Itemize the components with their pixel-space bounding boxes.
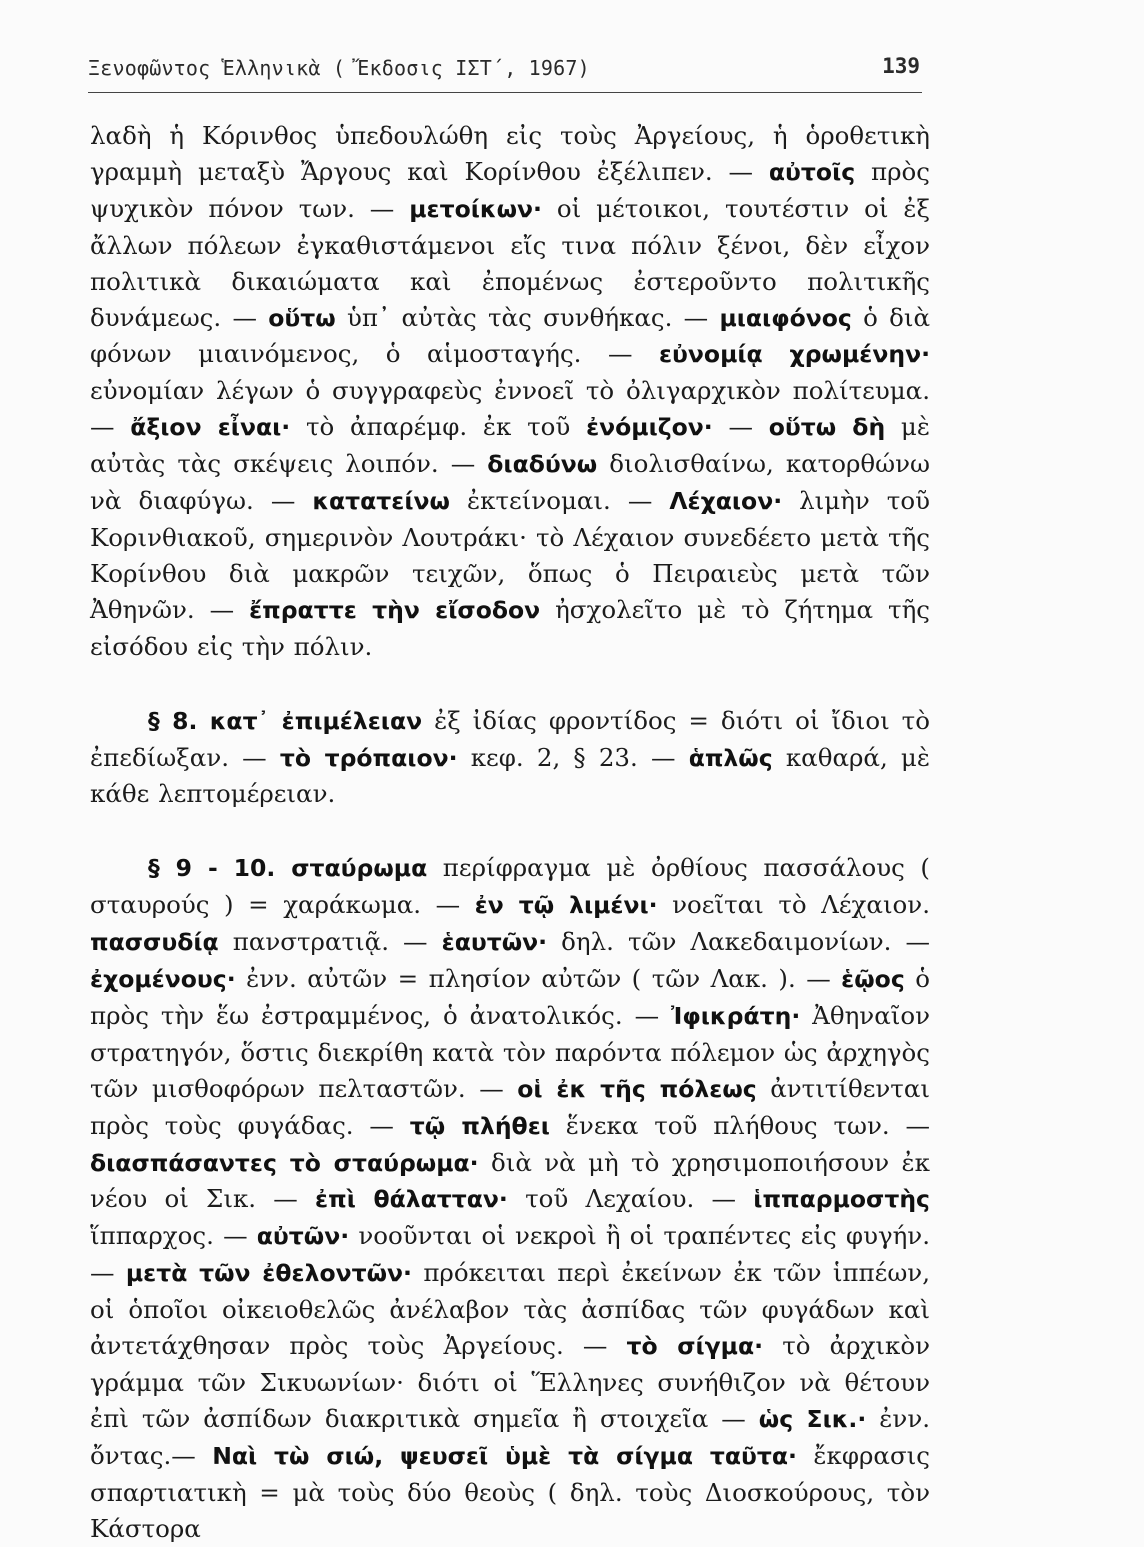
commentary-text: δηλ. τῶν Λακεδαιμονίων. — (547, 927, 930, 957)
lemma: μετοίκων· (409, 194, 542, 223)
commentary-text: ἠσχολεῖτο μὲ τὸ ζήτημα τῆς εἰσόδου εἰς τὴν πόλιν. (90, 594, 930, 661)
commentary-text: οἱ μέτοικοι, τουτέστιν οἱ ἐξ ἄλλων πόλεων ἐγκαθιστάμενοι εἴς τινα πόλιν ξένοι, δὲν εἶχον πολιτικὰ δικαιώματα καὶ ἐπομένως ἐστεροῦντο πολιτικῆς δυνάμεως. — (90, 193, 930, 332)
commentary-text: ὁ πρὸς τὴν ἕω ἐστραμμένος, ὁ ἀνατολικός. — (90, 964, 930, 1030)
commentary-text: ἕνεκα τοῦ πλήθους των. — (549, 1110, 930, 1140)
lemma: § 9 - 10. σταύρωμα (148, 854, 428, 883)
lemma: κατατείνω (312, 487, 450, 516)
commentary-text: καθαρά, μὲ κάθε λεπτομέρειαν. (90, 742, 930, 809)
lemma: Ἰφικράτη· (671, 1001, 801, 1030)
lemma: πασσυδίᾳ (90, 928, 219, 957)
lemma: οὕτω δὴ (768, 413, 886, 442)
lemma: ἑαυτῶν· (441, 928, 548, 957)
commentary-text: λαδὴ ἡ Κόρινθος ὑπεδουλώθη εἰς τοὺς Ἀργείους, ἡ ὁροθετικὴ γραμμὴ μεταξὺ Ἄργους καὶ Κορίνθου ἐξέλιπεν. — (90, 121, 930, 186)
commentary-text: πανστρατιᾷ. — (218, 927, 442, 957)
commentary-text: διὰ νὰ μὴ τὸ χρησιμοποιήσουν ἐκ νέου οἱ Σικ. — (90, 1147, 930, 1214)
running-header (88, 50, 922, 93)
lemma: οἱ ἐκ τῆς πόλεως (517, 1074, 757, 1103)
paragraph-commentary-continued (90, 118, 930, 665)
commentary-body (90, 118, 930, 1547)
page-number: 139 (882, 54, 920, 78)
lemma: § 8. κατ᾿ ἐπιμέλειαν (148, 706, 423, 735)
lemma: διαδύνω (487, 450, 598, 479)
lemma: ἄξιον εἶναι· (130, 413, 291, 442)
commentary-text: διολισθαίνω, κατορθώνω νὰ διαφύγω. — (90, 449, 930, 516)
lemma: ἑῷος (841, 965, 905, 994)
lemma: ἐχομένους· (90, 965, 236, 994)
commentary-text: ὑπ᾿ αὐτὰς τὰς συνθήκας. — (335, 302, 720, 332)
header-title: Ξενοφῶντος Ἑλληνικὰ ( Ἔκδοσις ΙΣΤ΄, 1967) (88, 56, 590, 80)
lemma: ἱππαρμοστὴς (753, 1185, 930, 1214)
lemma: Λέχαιον· (669, 487, 783, 516)
paragraph-section-8 (90, 703, 930, 813)
commentary-text: πρόκειται περὶ ἐκείνων ἐκ τῶν ἱππέων, οἱ ὁποῖοι οἰκειοθελῶς ἀνέλαβον τὰς ἀσπίδας τῶν φυγάδων καὶ ἀντετάχθησαν πρὸς τοὺς Ἀργείους. — (90, 1258, 930, 1361)
lemma: οὕτω (268, 303, 336, 332)
lemma: εὐνομίᾳ χρωμένην· (658, 340, 931, 369)
commentary-text: ὁ διὰ φόνων μιαινόμενος, ὁ αἱμοσταγής. — (90, 302, 931, 369)
commentary-text: ἔκφρασις σπαρτιατικὴ = μὰ τοὺς δύο θεοὺς ( δηλ. τοὺς Διοσκούρους, τὸν Κάστορα (90, 1440, 930, 1543)
commentary-text: ἐνν. αὐτῶν = πλησίον αὐτῶν ( τῶν Λακ. ). — (235, 964, 842, 994)
lemma: μιαιφόνος (719, 303, 852, 332)
commentary-text: εὐνομίαν λέγων ὁ συγγραφεὺς ἐννοεῖ τὸ ὀλιγαρχικὸν πολίτευμα. — (90, 376, 930, 442)
commentary-text: — (712, 412, 769, 442)
lemma: αὐτοῖς (768, 157, 856, 186)
lemma: τὸ τρόπαιον· (279, 743, 458, 772)
lemma: ἐπὶ θάλατταν· (315, 1185, 508, 1214)
lemma: Ναὶ τὼ σιώ, ψευσεῖ ὑμὲ τὰ σίγμα ταῦτα· (212, 1441, 797, 1470)
lemma: μετὰ τῶν ἐθελοντῶν· (125, 1259, 412, 1288)
commentary-text: Ἀθηναῖον στρατηγόν, ὅστις διεκρίθη κατὰ τὸν παρόντα πόλεμον ὡς ἀρχηγὸς τῶν μισθοφόρων πελταστῶν. — (90, 1000, 930, 1103)
commentary-text: νοοῦνται οἱ νεκροὶ ἢ οἱ τραπέντες εἰς φυγήν. — (90, 1221, 930, 1288)
commentary-text: ἐνν. ὄντας.— (90, 1403, 930, 1470)
lemma: ἔπραττε τὴν εἴσοδον (249, 595, 541, 624)
commentary-text: τὸ ἀρχικὸν γράμμα τῶν Σικυωνίων· διότι οἱ Ἕλληνες συνήθιζον νὰ θέτουν ἐπὶ τῶν ἀσπίδων διακριτικὰ σημεῖα ἢ στοιχεῖα — (90, 1331, 930, 1433)
lemma: ἐν τῷ λιμένι· (474, 891, 658, 920)
lemma: ἐνόμιζον· (586, 413, 713, 442)
commentary-text: ἵππαρχος. — (90, 1221, 257, 1251)
lemma: διασπάσαντες τὸ σταύρωμα· (90, 1148, 479, 1177)
commentary-text: τοῦ Λεχαίου. — (507, 1184, 754, 1214)
commentary-text: περίφραγμα μὲ ὀρθίους πασσάλους ( σταυρούς ) = χαράκωμα. — (90, 853, 930, 920)
lemma: ἁπλῶς (688, 743, 773, 772)
commentary-text: ἐκτείνομαι. — (449, 486, 670, 516)
commentary-text: λιμὴν τοῦ Κορινθιακοῦ, σημερινὸν Λουτράκι· τὸ Λέχαιον συνεδέετο μετὰ τῆς Κορίνθου διὰ μακρῶν τειχῶν, ὅπως ὁ Πειραιεὺς μετὰ τῶν Ἀθηνῶν. — (90, 486, 930, 624)
lemma: τὸ σίγμα· (626, 1332, 764, 1361)
commentary-text: πρὸς ψυχικὸν πόνον των. — (90, 156, 930, 223)
lemma: ὡς Σικ.· (758, 1404, 867, 1433)
paragraph-section-9-10 (90, 850, 930, 1546)
commentary-text: τὸ ἀπαρέμφ. ἐκ τοῦ (290, 412, 587, 442)
commentary-text: κεφ. 2, § 23. — (457, 742, 689, 772)
commentary-text: ἀντιτίθενται πρὸς τοὺς φυγάδας. — (90, 1073, 931, 1140)
commentary-text: νοεῖται τὸ Λέχαιον. (657, 890, 930, 920)
lemma: τῷ πλήθει (409, 1111, 550, 1140)
commentary-text: ἐξ ἰδίας φροντίδος = διότι οἱ ἴδιοι τὸ ἐπεδίωξαν. — (90, 705, 930, 772)
lemma: αὐτῶν· (256, 1222, 350, 1251)
commentary-text: μὲ αὐτὰς τὰς σκέψεις λοιπόν. — (90, 412, 930, 479)
